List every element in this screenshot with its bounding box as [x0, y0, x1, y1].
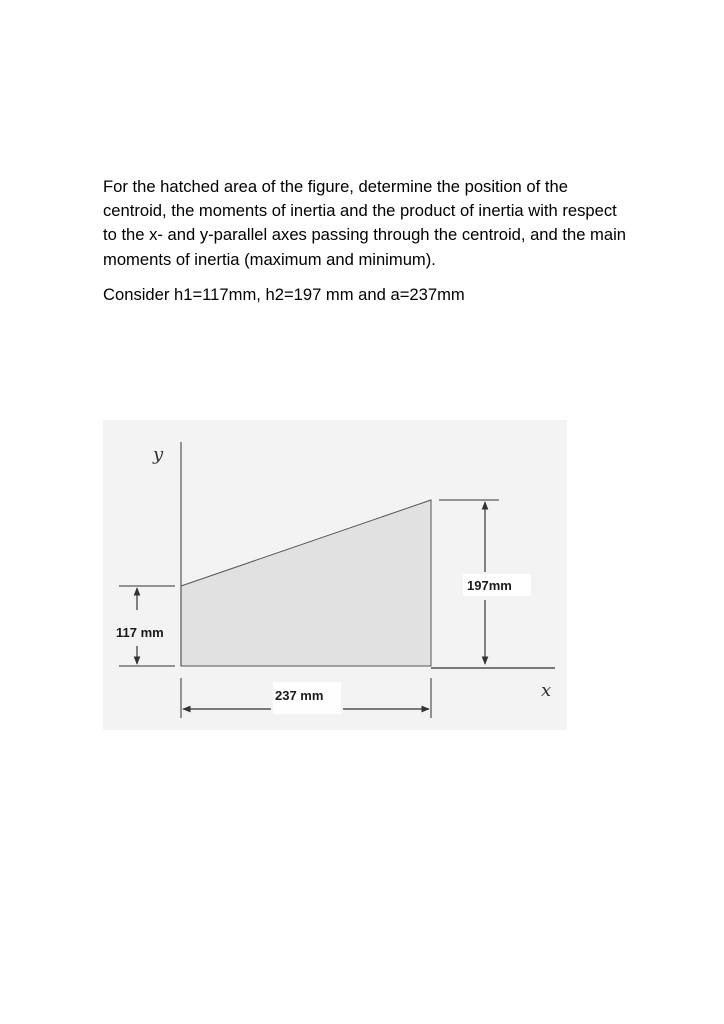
problem-statement: For the hatched area of the figure, determine the position of the centroid, the moments of inertia and the product of inertia with respect to the x- and y-parallel axes passing through the centroid, and the main moments of inertia (maximum and minimum).: [103, 177, 627, 269]
figure-panel: [103, 420, 567, 730]
h2-dimension-label: 197mm: [467, 578, 512, 593]
hatched-area: [181, 500, 431, 666]
problem-text: [103, 175, 633, 307]
x-axis-label: x: [541, 680, 552, 701]
trapezoid-figure: [103, 420, 567, 730]
given-values: Consider h1=117mm, h2=197 mm and a=237mm: [103, 284, 465, 304]
y-axis-label: y: [153, 444, 164, 465]
a-dimension-label: 237 mm: [275, 688, 324, 703]
h1-dimension-label: 117 mm: [116, 625, 164, 640]
